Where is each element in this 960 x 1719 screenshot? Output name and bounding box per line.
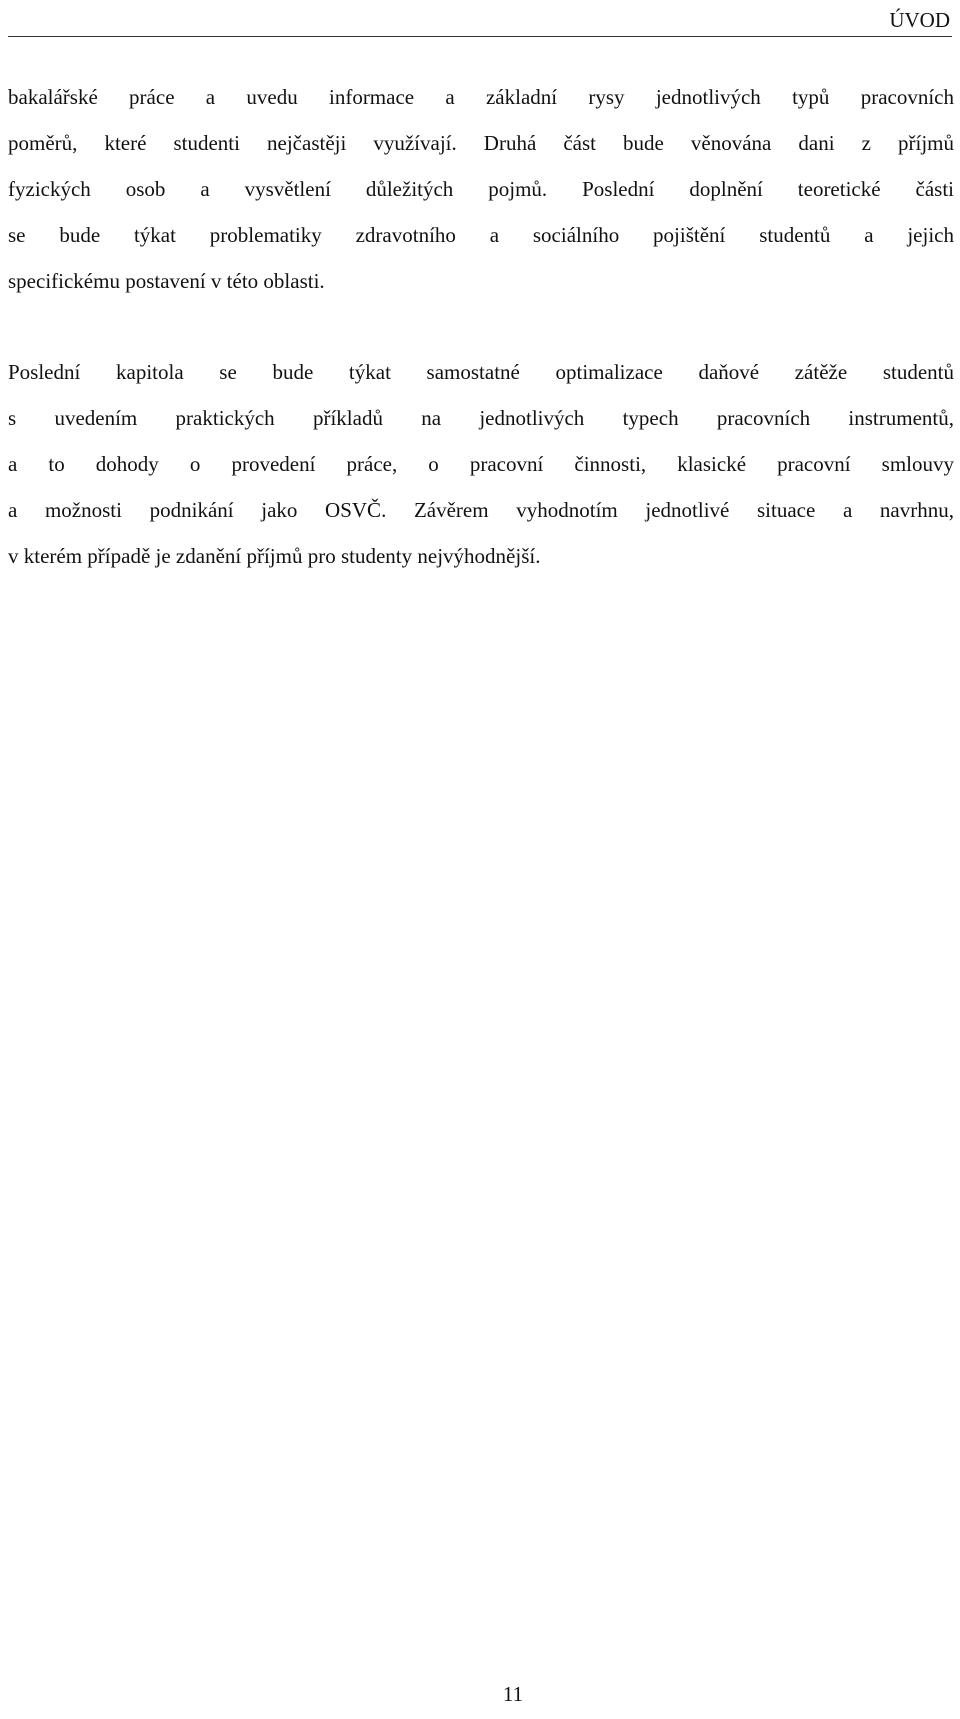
chapter-title: ÚVOD [889,8,950,32]
text-line: Poslední kapitola se bude týkat samostatné optimalizace daňové zátěže studentů [8,360,954,384]
text-line: specifickému postavení v této oblasti. [8,269,325,293]
page-header [8,4,952,37]
page-number: 11 [502,1682,524,1706]
text-line: se bude týkat problematiky zdravotního a sociálního pojištění studentů a jejich [8,223,954,247]
text-line: bakalářské práce a uvedu informace a základní rysy jednotlivých typů pracovních [8,85,954,109]
text-line: v kterém případě je zdanění příjmů pro studenty nejvýhodnější. [8,544,541,568]
text-line: poměrů, které studenti nejčastěji využívají. Druhá část bude věnována dani z příjmů [8,131,954,155]
text-line: a možnosti podnikání jako OSVČ. Závěrem vyhodnotím jednotlivé situace a navrhnu, [8,498,954,522]
paragraph-2 [8,349,954,579]
text-line: a to dohody o provedení práce, o pracovní činnosti, klasické pracovní smlouvy [8,452,954,476]
paragraph-1 [8,74,954,304]
text-line: fyzických osob a vysvětlení důležitých pojmů. Poslední doplnění teoretické části [8,177,954,201]
text-line: s uvedením praktických příkladů na jednotlivých typech pracovních instrumentů, [8,406,954,430]
